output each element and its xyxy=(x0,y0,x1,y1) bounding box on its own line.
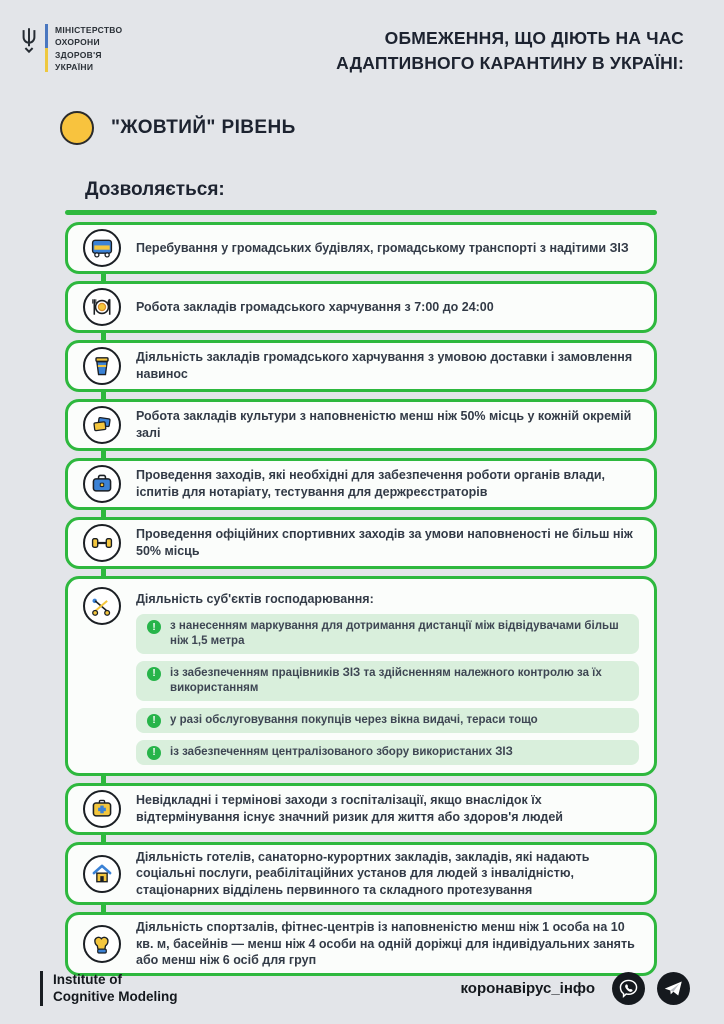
exclamation-bullet-icon: ! xyxy=(147,714,161,728)
scissors-icon xyxy=(83,587,121,625)
exclamation-bullet-icon: ! xyxy=(147,746,161,760)
page-title: ОБМЕЖЕННЯ, ЩО ДІЮТЬ НА ЧАС АДАПТИВНОГО КАРАНТИНУ В УКРАЇНІ: xyxy=(336,28,684,74)
ministry-name-line: УКРАЇНИ xyxy=(55,61,94,72)
card-restaurants-hours xyxy=(65,281,657,333)
organization-line: Institute of xyxy=(53,971,122,987)
footer-divider xyxy=(40,971,43,1006)
condition-item xyxy=(136,740,639,765)
card-title: Діяльність суб'єктів господарювання: xyxy=(136,591,374,606)
takeaway-cup-icon xyxy=(83,347,121,385)
connector-line xyxy=(101,451,106,458)
ministry-logo xyxy=(20,24,122,73)
boxing-glove-icon xyxy=(83,925,121,963)
logo-divider xyxy=(45,24,48,72)
condition-text: з нанесенням маркування для дотримання дистанції між відвідувачами більш ніж 1,5 метра xyxy=(170,620,619,647)
footer-organization xyxy=(40,971,178,1006)
organization-line: Cognitive Modeling xyxy=(53,989,178,1005)
dumbbell-icon xyxy=(83,524,121,562)
condition-text: у разі обслуговування покупців через вікна видачі, тераси тощо xyxy=(170,713,538,726)
card-text: Робота закладів громадського харчування з 7:00 до 24:00 xyxy=(136,299,494,314)
card-text: Діяльність закладів громадського харчування з умовою доставки і замовлення навинос xyxy=(136,350,633,381)
ministry-name-line: МІНІСТЕРСТВО xyxy=(55,25,123,35)
card-sport-events xyxy=(65,517,657,569)
card-text: Невідкладні і термінові заходи з госпіталізації, якщо внаслідок їх відтермінування існує значний ризик для життя або здоров'я людей xyxy=(136,793,563,824)
card-hotels-social xyxy=(65,842,657,906)
tickets-icon xyxy=(83,406,121,444)
ministry-name-line: ОХОРОНИ xyxy=(55,37,100,48)
card-text: Діяльність спортзалів, фітнес-центрів із наповненістю менш ніж 1 особа на 10 кв. м, басейнів — менш ніж 4 особи на одній доріжці для індивідуальних занять або менш ніж 6 осіб для груп xyxy=(136,920,635,968)
green-divider xyxy=(65,210,657,215)
bus-icon xyxy=(83,229,121,267)
card-hospitalization xyxy=(65,783,657,835)
connector-line xyxy=(101,274,106,281)
card-text: Перебування у громадських будівлях, громадському транспорті з надітими ЗІЗ xyxy=(136,240,629,255)
condition-item xyxy=(136,708,639,733)
allowed-list xyxy=(65,222,657,976)
connector-line xyxy=(101,835,106,842)
card-text: Робота закладів культури з наповненістю менш ніж 50% місць у кожній окремій залі xyxy=(136,409,632,440)
viber-icon[interactable] xyxy=(612,972,645,1005)
footer xyxy=(0,971,724,1006)
trident-icon xyxy=(20,26,38,59)
level-label: "ЖОВТИЙ" РІВЕНЬ xyxy=(111,116,296,138)
exclamation-bullet-icon: ! xyxy=(147,667,161,681)
connector-line xyxy=(101,333,106,340)
first-aid-kit-icon xyxy=(83,790,121,828)
yellow-level-dot-icon xyxy=(60,111,94,145)
section-heading: Дозволяється: xyxy=(85,178,225,200)
footer-social xyxy=(460,972,690,1005)
card-text: Діяльність готелів, санаторно-курортних закладів, закладів, які надають соціальні послуги, реабілітаційних установ для людей з інвалідністю, стаціонарних відділень первинного та складного протезування xyxy=(136,849,590,897)
card-public-transport xyxy=(65,222,657,274)
condition-item xyxy=(136,614,639,654)
connector-line xyxy=(101,392,106,399)
condition-item xyxy=(136,661,639,701)
exclamation-bullet-icon: ! xyxy=(147,620,161,634)
connector-line xyxy=(101,905,106,912)
organization-name xyxy=(53,971,178,1006)
connector-line xyxy=(101,510,106,517)
card-government-events xyxy=(65,458,657,510)
card-text: Проведення офіційних спортивних заходів за умови наповненості не більш ніж 50% місць xyxy=(136,527,633,558)
restaurant-icon xyxy=(83,288,121,326)
connector-line xyxy=(101,776,106,783)
card-delivery-takeaway xyxy=(65,340,657,392)
card-body xyxy=(136,587,639,765)
telegram-icon[interactable] xyxy=(657,972,690,1005)
card-gyms-pools xyxy=(65,912,657,976)
briefcase-icon xyxy=(83,465,121,503)
card-culture-venues xyxy=(65,399,657,451)
quarantine-level xyxy=(60,111,724,145)
channel-handle: коронавірус_інфо xyxy=(460,979,595,997)
condition-text: із забезпеченням централізованого збору використаних ЗІЗ xyxy=(170,745,513,758)
header xyxy=(0,0,724,77)
card-business-activity xyxy=(65,576,657,776)
house-icon xyxy=(83,855,121,893)
condition-text: із забезпеченням працівників ЗІЗ та здійсненням належного контролю за їх використанням xyxy=(170,666,602,694)
ministry-name xyxy=(55,24,122,73)
ministry-name-line: ЗДОРОВ'Я xyxy=(55,49,102,60)
card-text: Проведення заходів, які необхідні для забезпечення роботи органів влади, іспитів для нотаріату, тестування для держреєстраторів xyxy=(136,468,606,499)
connector-line xyxy=(101,569,106,576)
